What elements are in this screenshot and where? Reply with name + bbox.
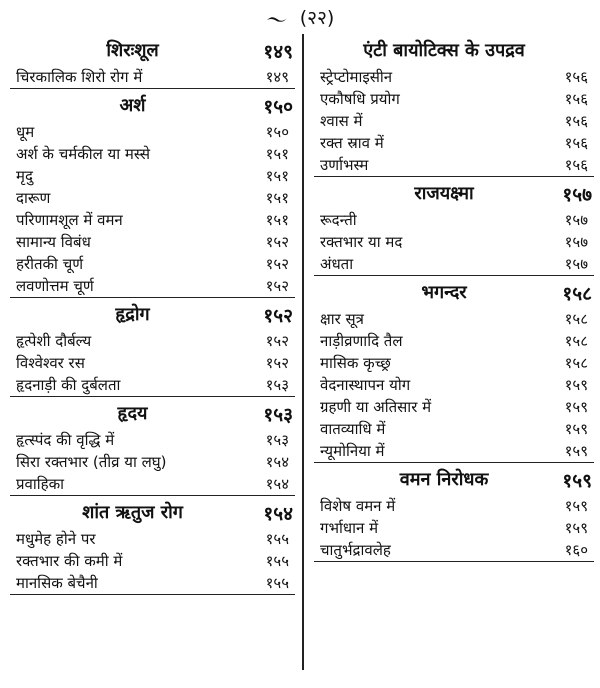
entry-page-number: १५२ bbox=[265, 277, 289, 295]
toc-section bbox=[10, 397, 295, 496]
section-heading bbox=[10, 298, 295, 330]
toc-entry bbox=[10, 121, 295, 143]
section-page-number: १५० bbox=[263, 96, 293, 118]
entry-label: रूदन्ती bbox=[320, 211, 357, 229]
section-divider bbox=[314, 561, 594, 562]
entry-label: विशेष वमन में bbox=[320, 497, 396, 515]
toc-entry bbox=[314, 154, 594, 176]
entry-page-number: १५० bbox=[265, 123, 289, 141]
toc-entry bbox=[10, 253, 295, 275]
toc-section bbox=[314, 276, 594, 463]
entry-label: क्षार सूत्र bbox=[320, 310, 364, 328]
toc-entry bbox=[314, 132, 594, 154]
toc-entry bbox=[314, 231, 594, 253]
toc-section bbox=[314, 34, 594, 177]
entry-page-number: १५२ bbox=[265, 255, 289, 273]
entry-label: हृदनाड़ी की दुर्बलता bbox=[16, 376, 121, 394]
section-title: हृद्रोग bbox=[115, 304, 150, 325]
entry-label: मासिक कृच्छ्र bbox=[320, 354, 391, 372]
toc-entry bbox=[314, 308, 594, 330]
section-title: राजयक्ष्मा bbox=[414, 183, 474, 204]
toc-entry bbox=[10, 528, 295, 550]
toc-entry bbox=[10, 550, 295, 572]
entry-label: सिरा रक्तभार (तीव्र या लघु) bbox=[16, 453, 167, 471]
entry-page-number: १५९ bbox=[564, 519, 588, 537]
entry-label: गर्भाधान में bbox=[320, 519, 379, 537]
entry-page-number: १५६ bbox=[564, 90, 588, 108]
column-divider bbox=[302, 34, 304, 670]
section-page-number: १५४ bbox=[263, 503, 293, 525]
entry-label: उर्णाभस्म bbox=[320, 156, 369, 174]
toc-entry bbox=[314, 396, 594, 418]
section-title: भगन्दर bbox=[421, 282, 467, 303]
entry-page-number: १५२ bbox=[265, 354, 289, 372]
entry-page-number: १४९ bbox=[265, 68, 289, 86]
entry-label: सामान्य विबंध bbox=[16, 233, 91, 251]
entry-page-number: १५५ bbox=[265, 574, 289, 592]
entry-label: रक्त स्राव में bbox=[320, 134, 384, 152]
entry-label: नाड़ीव्रणादि तैल bbox=[320, 332, 403, 350]
toc-entry bbox=[10, 429, 295, 451]
entry-page-number: १५८ bbox=[564, 310, 588, 328]
page-number: (२२) bbox=[299, 7, 335, 29]
entry-page-number: १५३ bbox=[265, 431, 289, 449]
toc-entry bbox=[10, 451, 295, 473]
section-heading bbox=[10, 89, 295, 121]
toc-entry bbox=[10, 374, 295, 396]
entry-label: वातव्याधि में bbox=[320, 420, 386, 438]
entry-page-number: १५५ bbox=[265, 552, 289, 570]
entry-label: न्यूमोनिया में bbox=[320, 442, 385, 460]
entry-page-number: १५२ bbox=[265, 332, 289, 350]
page-header bbox=[0, 4, 600, 30]
entry-label: रक्तभार या मद bbox=[320, 233, 403, 251]
entry-page-number: १५१ bbox=[265, 211, 289, 229]
entry-page-number: १५८ bbox=[564, 354, 588, 372]
section-page-number: १४९ bbox=[263, 41, 293, 63]
toc-entry bbox=[10, 165, 295, 187]
toc-section bbox=[10, 89, 295, 298]
toc-entry bbox=[314, 330, 594, 352]
toc-entry bbox=[314, 374, 594, 396]
toc-entry bbox=[314, 209, 594, 231]
entry-page-number: १५८ bbox=[564, 332, 588, 350]
toc-entry bbox=[314, 495, 594, 517]
toc-section bbox=[10, 496, 295, 595]
section-title: एंटी बायोटिक्स के उपद्रव bbox=[363, 40, 525, 61]
entry-page-number: १५६ bbox=[564, 68, 588, 86]
section-heading bbox=[314, 177, 594, 209]
entry-label: रक्तभार की कमी में bbox=[16, 552, 123, 570]
toc-entry bbox=[10, 143, 295, 165]
toc-entry bbox=[314, 110, 594, 132]
entry-label: वेदनास्थापन योग bbox=[320, 376, 411, 394]
entry-label: स्ट्रेप्टोमाइसीन bbox=[320, 68, 393, 86]
toc-section bbox=[314, 177, 594, 276]
toc-entry bbox=[314, 352, 594, 374]
toc-entry bbox=[314, 440, 594, 462]
entry-page-number: १५५ bbox=[265, 530, 289, 548]
toc-entry bbox=[10, 352, 295, 374]
entry-page-number: १५४ bbox=[265, 453, 289, 471]
section-divider bbox=[10, 594, 295, 595]
entry-page-number: १५३ bbox=[265, 376, 289, 394]
toc-section bbox=[10, 298, 295, 397]
toc-section bbox=[314, 463, 594, 562]
entry-label: परिणामशूल में वमन bbox=[16, 211, 123, 229]
section-heading bbox=[314, 463, 594, 495]
section-heading bbox=[10, 397, 295, 429]
entry-page-number: १५९ bbox=[564, 398, 588, 416]
toc-entry bbox=[314, 88, 594, 110]
section-heading bbox=[314, 34, 594, 66]
toc-entry bbox=[10, 231, 295, 253]
section-page-number: १५८ bbox=[562, 283, 592, 305]
toc-entry bbox=[10, 275, 295, 297]
entry-page-number: १५६ bbox=[564, 156, 588, 174]
entry-label: हृत्पेशी दौर्बल्य bbox=[16, 332, 92, 350]
section-heading bbox=[10, 496, 295, 528]
entry-page-number: १५७ bbox=[564, 211, 588, 229]
toc-entry bbox=[10, 209, 295, 231]
toc-entry bbox=[314, 66, 594, 88]
entry-page-number: १५६ bbox=[564, 112, 588, 130]
toc-entry bbox=[10, 473, 295, 495]
entry-label: मानसिक बेचैनी bbox=[16, 574, 98, 592]
entry-label: हृत्स्पंद की वृद्धि में bbox=[16, 431, 115, 449]
section-title: शांत ऋतुज रोग bbox=[82, 502, 183, 523]
entry-page-number: १५२ bbox=[265, 233, 289, 251]
section-page-number: १५३ bbox=[263, 404, 293, 426]
entry-label: हरीतकी चूर्ण bbox=[16, 255, 84, 273]
left-column bbox=[10, 34, 295, 595]
entry-page-number: १५१ bbox=[265, 167, 289, 185]
entry-label: ग्रहणी या अतिसार में bbox=[320, 398, 432, 416]
section-page-number: १५७ bbox=[562, 184, 592, 206]
toc-entry bbox=[10, 66, 295, 88]
ornament-icon bbox=[266, 15, 288, 23]
section-title: अर्श bbox=[119, 95, 146, 116]
section-page-number: १५२ bbox=[263, 305, 293, 327]
entry-label: प्रवाहिका bbox=[16, 475, 65, 493]
entry-label: धूम bbox=[16, 123, 35, 141]
toc-entry bbox=[314, 539, 594, 561]
entry-label: श्वास में bbox=[320, 112, 363, 130]
entry-page-number: १५९ bbox=[564, 442, 588, 460]
entry-page-number: १५९ bbox=[564, 420, 588, 438]
section-title: वमन निरोधक bbox=[399, 469, 489, 490]
entry-page-number: १५९ bbox=[564, 497, 588, 515]
entry-label: अर्श के चर्मकील या मस्से bbox=[16, 145, 151, 163]
entry-page-number: १५४ bbox=[265, 475, 289, 493]
section-page-number: १५९ bbox=[562, 470, 592, 492]
entry-page-number: १५९ bbox=[564, 376, 588, 394]
section-heading bbox=[10, 34, 295, 66]
toc-entry bbox=[314, 418, 594, 440]
section-heading bbox=[314, 276, 594, 308]
entry-label: लवणोत्तम चूर्ण bbox=[16, 277, 94, 295]
toc-section bbox=[10, 34, 295, 89]
toc-entry bbox=[10, 187, 295, 209]
entry-label: दारूण bbox=[16, 189, 51, 207]
entry-label: चिरकालिक शिरो रोग में bbox=[16, 68, 143, 86]
section-title: हृदय bbox=[117, 403, 148, 424]
entry-page-number: १५१ bbox=[265, 189, 289, 207]
toc-entry bbox=[314, 517, 594, 539]
section-title: शिरःशूल bbox=[106, 40, 159, 61]
entry-label: मृदु bbox=[16, 167, 33, 185]
entry-page-number: १५७ bbox=[564, 255, 588, 273]
toc-entry bbox=[10, 330, 295, 352]
entry-page-number: १५६ bbox=[564, 134, 588, 152]
entry-label: अंधता bbox=[320, 255, 354, 273]
entry-label: मधुमेह होने पर bbox=[16, 530, 96, 548]
toc-entry bbox=[10, 572, 295, 594]
entry-page-number: १६० bbox=[564, 541, 588, 559]
entry-page-number: १५१ bbox=[265, 145, 289, 163]
right-column bbox=[314, 34, 594, 562]
entry-page-number: १५७ bbox=[564, 233, 588, 251]
entry-label: विश्वेश्वर रस bbox=[16, 354, 85, 372]
toc-entry bbox=[314, 253, 594, 275]
entry-label: चातुर्भद्रावलेह bbox=[320, 541, 391, 559]
entry-label: एकौषधि प्रयोग bbox=[320, 90, 400, 108]
